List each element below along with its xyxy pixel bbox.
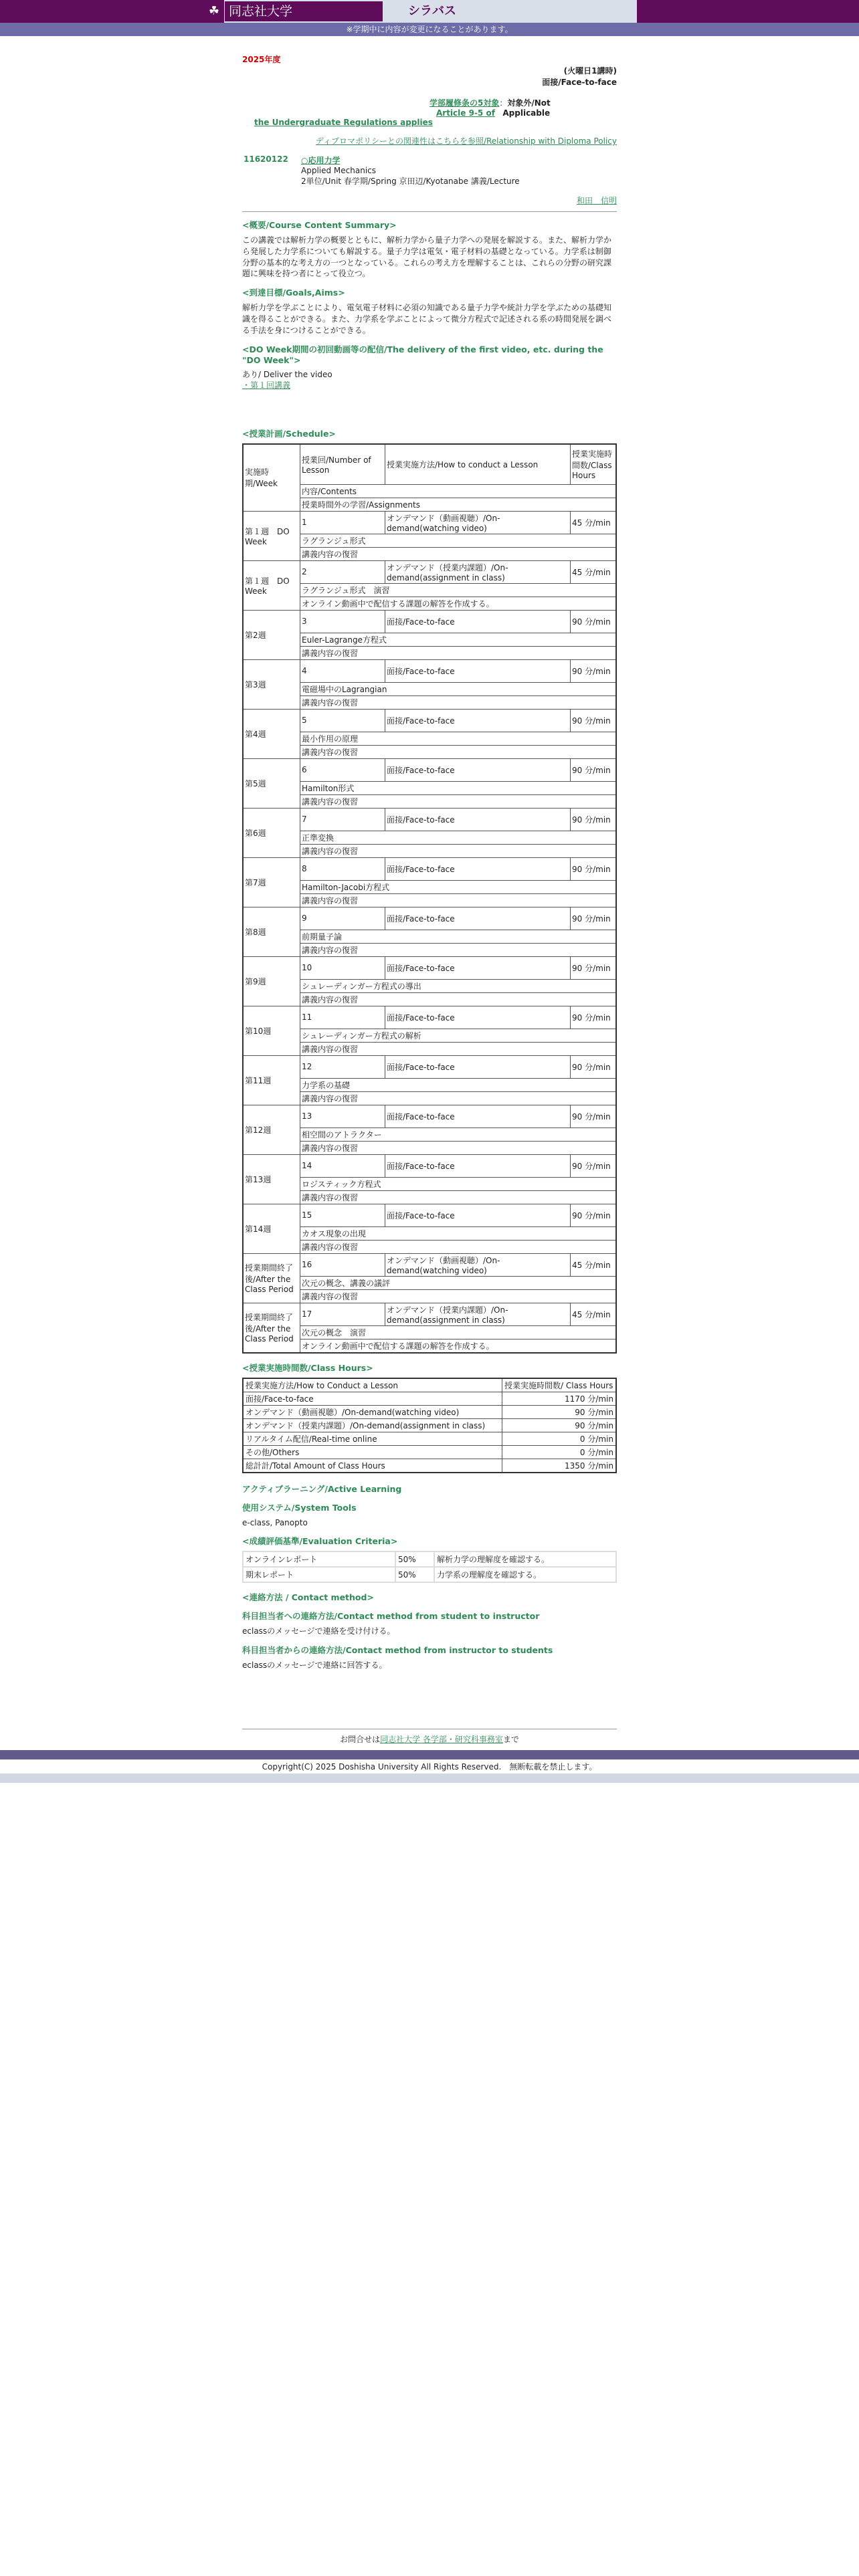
hours-method: 総計計/Total Amount of Class Hours	[243, 1459, 502, 1473]
schedule-assignment: 講義内容の復習	[300, 893, 617, 907]
schedule-assignment: 講義内容の復習	[300, 943, 617, 956]
schedule-number: 15	[300, 1204, 385, 1226]
schedule-number: 17	[300, 1303, 385, 1325]
schedule-week: 第7週	[243, 857, 300, 907]
schedule-number: 7	[300, 808, 385, 831]
first-lecture-link[interactable]: ・第１回講義	[242, 381, 291, 391]
schedule-number: 4	[300, 659, 385, 682]
schedule-row	[243, 659, 616, 682]
schedule-hours: 90 分/min	[571, 758, 617, 781]
course-title-link[interactable]: ○応用力学	[301, 156, 341, 165]
schedule-content: ロジスティック方程式	[300, 1177, 617, 1190]
notice-banner: ※学期中に内容が変更になることがあります。	[0, 23, 859, 36]
goals-text: 解析力学を学ぶことにより、電気電子材料に必須の知識である量子力学や統計力学を学ぶための基礎知識を得ることができる。また、力学系を学ぶことによって微分方程式で記述される系の時間発展を調べる手法を身につけることができる。	[242, 303, 612, 335]
evaluation-percent: 50%	[396, 1552, 434, 1566]
schedule-hours: 45 分/min	[571, 1253, 617, 1276]
schedule-number: 11	[300, 1006, 385, 1029]
copyright: Copyright(C) 2025 Doshisha University All Rights Reserved. 無断転載を禁止します。	[0, 1759, 859, 1774]
hours-row	[243, 1418, 616, 1432]
hours-row	[243, 1392, 616, 1405]
schedule-assignment: 講義内容の復習	[300, 1240, 617, 1253]
university-name[interactable]: 同志社大学	[225, 1, 383, 21]
hours-method: リアルタイム配信/Real-time online	[243, 1432, 502, 1445]
system-tools-heading: 使用システム/System Tools	[242, 1502, 357, 1513]
schedule-method: 面接/Face-to-face	[385, 610, 571, 633]
schedule-method: 面接/Face-to-face	[385, 1154, 571, 1177]
schedule-number: 1	[300, 511, 385, 534]
footer	[0, 1729, 859, 1783]
schedule-content: Hamilton形式	[300, 781, 617, 794]
schedule-content: シュレーディンガー方程式の解析	[300, 1029, 617, 1042]
course-code: 11620122	[244, 154, 288, 164]
schedule-hours: 90 分/min	[571, 659, 617, 682]
schedule-row	[243, 907, 616, 930]
schedule-row	[243, 808, 616, 831]
schedule-number: 16	[300, 1253, 385, 1276]
schedule-method: オンデマンド（動画視聴）/On-demand(watching video)	[385, 1253, 571, 1276]
schedule-assignment: 講義内容の復習	[300, 695, 617, 709]
evaluation-item: オンラインレポート	[244, 1552, 395, 1566]
hours-header-hours: 授業実施時間数/ Class Hours	[502, 1378, 617, 1392]
schedule-content: 最小作用の原理	[300, 732, 617, 745]
evaluation-percent: 50%	[396, 1568, 434, 1582]
schedule-row	[243, 1303, 616, 1325]
do-week-heading: <DO Week期間の初回動画等の配信/The delivery of the first video, etc. during the "DO Week">	[242, 344, 603, 365]
schedule-hours: 90 分/min	[571, 1154, 617, 1177]
schedule-number: 3	[300, 610, 385, 633]
schedule-week: 第14週	[243, 1204, 300, 1253]
schedule-table	[242, 443, 617, 1354]
active-learning-heading: アクティブラーニング/Active Learning	[242, 1483, 402, 1494]
schedule-hours: 90 分/min	[571, 610, 617, 633]
schedule-assignment: 講義内容の復習	[300, 1042, 617, 1055]
schedule-text: (火曜日1講時)	[563, 66, 617, 76]
schedule-assignment: 講義内容の復習	[300, 1289, 617, 1303]
academic-year: 2025年度	[242, 55, 281, 64]
schedule-number: 2	[300, 560, 385, 583]
schedule-content: 前期量子論	[300, 930, 617, 943]
schedule-hours: 45 分/min	[571, 560, 617, 583]
schedule-hours: 90 分/min	[571, 857, 617, 880]
schedule-content: ラグランジュ形式 演習	[300, 583, 617, 597]
hours-method: オンデマンド（授業内課題）/On-demand(assignment in class)	[243, 1418, 502, 1432]
schedule-method: 面接/Face-to-face	[385, 1204, 571, 1226]
header-contents: 内容/Contents	[300, 484, 617, 498]
hours-value: 0 分/min	[502, 1432, 617, 1445]
schedule-assignment: 講義内容の復習	[300, 1091, 617, 1105]
hours-row	[243, 1459, 616, 1473]
hours-method: 面接/Face-to-face	[243, 1392, 502, 1405]
evaluation-heading: <成績評価基準/Evaluation Criteria>	[242, 1536, 398, 1547]
evaluation-item: 期末レポート	[244, 1568, 395, 1582]
schedule-week: 第3週	[243, 659, 300, 709]
schedule-content: 相空間のアトラクター	[300, 1128, 617, 1141]
hours-value: 1350 分/min	[502, 1459, 617, 1473]
hours-table	[242, 1378, 617, 1473]
schedule-content: ラグランジュ形式	[300, 534, 617, 547]
hours-value: 90 分/min	[502, 1418, 617, 1432]
hours-method: その他/Others	[243, 1445, 502, 1459]
schedule-content: 次元の概念 演習	[300, 1325, 617, 1339]
schedule-week: 授業期間終了後/After the Class Period	[243, 1303, 300, 1353]
schedule-week: 第１週 DO Week	[243, 560, 300, 610]
schedule-week: 第9週	[243, 956, 300, 1006]
schedule-number: 9	[300, 907, 385, 930]
schedule-week: 第１週 DO Week	[243, 511, 300, 560]
footer-contact-pre: お問合せは	[340, 1735, 381, 1744]
schedule-week: 第5週	[243, 758, 300, 808]
summary-text: この講義では解析力学の概要とともに、解析力学から量子力学への発展を解説する。また、解析力学から発展した力学系についても解説する。量子力学は電気・電子材料の基礎となっている。力学系は制御分野の基本的な考え方の一つとなっている。これらの考え方を理解することは、これらの分野の研究課題に興味を持つ者にとって役立つ。	[242, 235, 612, 279]
schedule-assignment: 講義内容の復習	[300, 794, 617, 808]
schedule-content: シュレーディンガー方程式の導出	[300, 979, 617, 992]
header-period: 実施時期/Week	[243, 444, 300, 511]
schedule-assignment: オンライン動画中で配信する課題の解答を作成する。	[300, 1339, 617, 1353]
hours-row	[243, 1405, 616, 1418]
schedule-row	[243, 758, 616, 781]
schedule-number: 8	[300, 857, 385, 880]
schedule-method: 面接/Face-to-face	[385, 709, 571, 732]
schedule-assignment: 講義内容の復習	[300, 1190, 617, 1204]
schedule-method: 面接/Face-to-face	[385, 758, 571, 781]
regulation-value: 対象外/Not	[507, 98, 551, 108]
schedule-row	[243, 1105, 616, 1128]
footer-contact-link[interactable]: 同志社大学 各学部・研究科事務室	[380, 1735, 503, 1744]
schedule-row	[243, 709, 616, 732]
footer-bar	[0, 1750, 859, 1759]
header-number: 授業回/Number of Lesson	[300, 444, 385, 484]
schedule-method: 面接/Face-to-face	[385, 857, 571, 880]
student-to-instructor-text: eclassのメッセージで連絡を受け付ける。	[242, 1626, 395, 1636]
schedule-content: Hamilton-Jacobi方程式	[300, 880, 617, 893]
schedule-method: 面接/Face-to-face	[385, 907, 571, 930]
schedule-content: 力学系の基礎	[300, 1078, 617, 1091]
hours-value: 1170 分/min	[502, 1392, 617, 1405]
schedule-row	[243, 560, 616, 583]
schedule-number: 6	[300, 758, 385, 781]
schedule-number: 13	[300, 1105, 385, 1128]
schedule-week: 第4週	[243, 709, 300, 758]
hours-method: オンデマンド（動画視聴）/On-demand(watching video)	[243, 1405, 502, 1418]
instructor-link[interactable]: 和田 信明	[576, 196, 617, 205]
header-method: 授業実施方法/How to conduct a Lesson	[385, 444, 571, 484]
instructor-to-student-text: eclassのメッセージで連絡に回答する。	[242, 1660, 387, 1671]
divider	[242, 211, 617, 212]
goals-heading: <到達目標/Goals,Aims>	[242, 288, 345, 298]
evaluation-description: 解析力学の理解度を確認する。	[435, 1552, 615, 1566]
class-format: 面接/Face-to-face	[542, 78, 617, 87]
evaluation-row	[244, 1552, 615, 1566]
diploma-policy-link[interactable]: ディプロマポリシーとの関連性はこちらを参照/Relationship with Diploma Policy	[315, 136, 617, 146]
hours-row	[243, 1445, 616, 1459]
hours-value: 90 分/min	[502, 1405, 617, 1418]
schedule-row	[243, 1204, 616, 1226]
schedule-hours: 90 分/min	[571, 1204, 617, 1226]
schedule-method: 面接/Face-to-face	[385, 659, 571, 682]
schedule-row	[243, 1055, 616, 1078]
schedule-assignment: 講義内容の復習	[300, 1141, 617, 1154]
schedule-hours: 90 分/min	[571, 808, 617, 831]
schedule-assignment: 講義内容の復習	[300, 844, 617, 857]
schedule-row	[243, 1154, 616, 1177]
university-logo-icon: ☘	[204, 0, 224, 23]
schedule-assignment: 講義内容の復習	[300, 646, 617, 659]
schedule-heading: <授業計画/Schedule>	[242, 429, 336, 439]
course-meta: 2単位/Unit 春学期/Spring 京田辺/Kyotanabe 講義/Lecture	[301, 177, 520, 186]
schedule-hours: 90 分/min	[571, 709, 617, 732]
header-assignments: 授業時間外の学習/Assignments	[300, 498, 617, 511]
schedule-method: オンデマンド（授業内課題）/On-demand(assignment in class)	[385, 1303, 571, 1325]
schedule-content: カオス現象の出現	[300, 1226, 617, 1240]
hours-row	[243, 1432, 616, 1445]
schedule-hours: 90 分/min	[571, 956, 617, 979]
schedule-content: Euler-Lagrange方程式	[300, 633, 617, 646]
schedule-week: 第6週	[243, 808, 300, 857]
schedule-row	[243, 956, 616, 979]
schedule-week: 第11週	[243, 1055, 300, 1105]
schedule-row	[243, 1006, 616, 1029]
footer-contact-post: まで	[502, 1735, 519, 1744]
schedule-week: 第10週	[243, 1006, 300, 1055]
schedule-method: 面接/Face-to-face	[385, 1055, 571, 1078]
schedule-number: 10	[300, 956, 385, 979]
regulation-separator: ：	[499, 98, 508, 108]
schedule-method: 面接/Face-to-face	[385, 1006, 571, 1029]
schedule-number: 5	[300, 709, 385, 732]
schedule-hours: 90 分/min	[571, 907, 617, 930]
schedule-row	[243, 610, 616, 633]
summary-heading: <概要/Course Content Summary>	[242, 220, 397, 230]
student-to-instructor-heading: 科目担当者への連絡方法/Contact method from student to instructor	[242, 1611, 540, 1622]
schedule-hours: 90 分/min	[571, 1105, 617, 1128]
schedule-row	[243, 511, 616, 534]
schedule-hours: 45 分/min	[571, 1303, 617, 1325]
system-tools-text: e-class, Panopto	[242, 1517, 308, 1527]
schedule-method: 面接/Face-to-face	[385, 808, 571, 831]
schedule-week: 第2週	[243, 610, 300, 659]
schedule-week: 第12週	[243, 1105, 300, 1154]
schedule-content: 電磁場中のLagrangian	[300, 682, 617, 695]
schedule-hours: 90 分/min	[571, 1055, 617, 1078]
hours-heading: <授業実施時間数/Class Hours>	[242, 1362, 373, 1373]
schedule-number: 14	[300, 1154, 385, 1177]
hours-header-method: 授業実施方法/How to Conduct a Lesson	[243, 1378, 502, 1392]
schedule-row	[243, 857, 616, 880]
schedule-content: 正準変換	[300, 831, 617, 844]
schedule-row	[243, 1253, 616, 1276]
regulation-link[interactable]: 学部履修条の5対象	[430, 98, 500, 108]
evaluation-description: 力学系の理解度を確認する。	[435, 1568, 615, 1582]
schedule-hours: 90 分/min	[571, 1006, 617, 1029]
footer-contact	[242, 1729, 617, 1750]
schedule-assignment: オンライン動画中で配信する課題の解答を作成する。	[300, 597, 617, 610]
schedule-assignment: 講義内容の復習	[300, 745, 617, 758]
schedule-week: 第13週	[243, 1154, 300, 1204]
schedule-method: 面接/Face-to-face	[385, 1105, 571, 1128]
schedule-number: 12	[300, 1055, 385, 1078]
schedule-week: 第8週	[243, 907, 300, 956]
schedule-method: オンデマンド（授業内課題）/On-demand(assignment in class)	[385, 560, 571, 583]
evaluation-row	[244, 1568, 615, 1582]
schedule-method: オンデマンド（動画視聴）/On-demand(watching video)	[385, 511, 571, 534]
schedule-content: 次元の概念、講義の議評	[300, 1276, 617, 1289]
schedule-assignment: 講義内容の復習	[300, 547, 617, 560]
schedule-hours: 45 分/min	[571, 511, 617, 534]
header-hours: 授業実施時間数/Class Hours	[571, 444, 617, 484]
main-content	[242, 53, 617, 1674]
schedule-week: 授業期間終了後/After the Class Period	[243, 1253, 300, 1303]
evaluation-table	[242, 1551, 617, 1583]
schedule-assignment: 講義内容の復習	[300, 992, 617, 1006]
system-title: シラバス	[408, 4, 456, 18]
course-title-en: Applied Mechanics	[301, 166, 377, 175]
article-value: Applicable	[502, 108, 551, 118]
regulations-link[interactable]: the Undergraduate Regulations applies	[254, 118, 433, 127]
schedule-method: 面接/Face-to-face	[385, 956, 571, 979]
do-week-text: あり/ Deliver the video	[242, 369, 332, 379]
contact-heading: <連絡方法 / Contact method>	[242, 1592, 374, 1603]
hours-value: 0 分/min	[502, 1445, 617, 1459]
article-link[interactable]: Article 9-5 of	[436, 108, 495, 118]
instructor-to-student-heading: 科目担当者からの連絡方法/Contact method from instructor to students	[242, 1645, 553, 1656]
footer-bottom-bar	[0, 1774, 859, 1783]
